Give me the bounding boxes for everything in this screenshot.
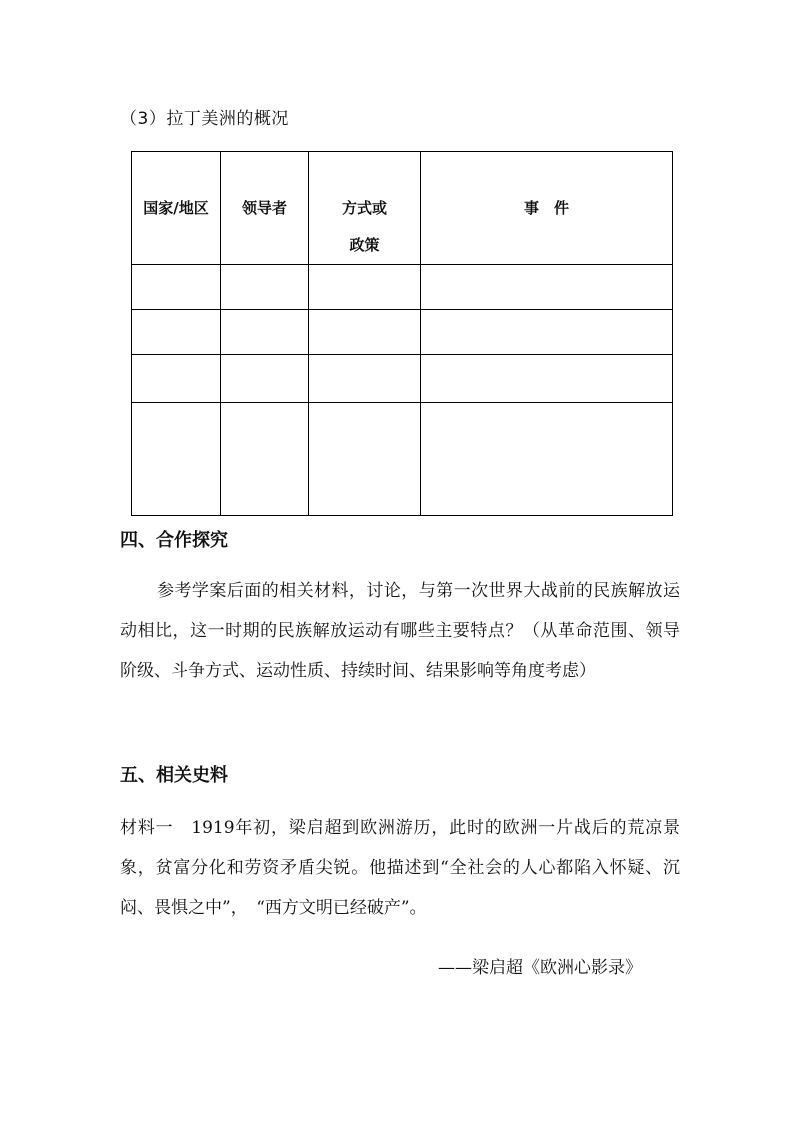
section5-heading: 五、相关史料 — [120, 765, 228, 786]
table-cell[interactable] — [132, 403, 221, 516]
latin-america-heading: （3）拉丁美洲的概况 — [120, 109, 289, 129]
header-method — [309, 152, 421, 265]
table-cell[interactable] — [132, 355, 221, 403]
header-leader: 领导者 — [221, 152, 309, 265]
table-cell[interactable] — [421, 355, 673, 403]
table-cell[interactable] — [421, 310, 673, 355]
table-cell[interactable] — [309, 403, 421, 516]
table-cell[interactable] — [221, 265, 309, 310]
section4-paragraph: 参考学案后面的相关材料，讨论，与第一次世界大战前的民族解放运动相比，这一时期的民族解放运动有哪些主要特点？（从革命范围、领导阶级、斗争方式、运动性质、持续时间、结果影响等角度考虑） — [120, 581, 680, 681]
table-cell[interactable] — [221, 310, 309, 355]
material1-source: ——梁启超《欧洲心影录》 — [438, 958, 642, 978]
table-cell[interactable] — [309, 265, 421, 310]
header-country: 国家/地区 — [132, 152, 221, 265]
table-row — [132, 310, 673, 355]
table-cell[interactable] — [309, 310, 421, 355]
header-method-line1: 方式或 — [341, 199, 387, 217]
table-cell[interactable] — [132, 265, 221, 310]
header-event: 事 件 — [421, 152, 673, 265]
table-cell[interactable] — [221, 355, 309, 403]
table-cell[interactable] — [309, 355, 421, 403]
table-row — [132, 355, 673, 403]
table-cell[interactable] — [421, 265, 673, 310]
latin-america-table — [131, 151, 673, 516]
table-cell[interactable] — [221, 403, 309, 516]
material1-paragraph: 材料一 1919年初，梁启超到欧洲游历，此时的欧洲一片战后的荒凉景象，贫富分化和劳资矛盾尖锐。他描述到“全社会的人心都陷入怀疑、沉闷、畏惧之中”， “西方文明已经破产”。 — [120, 818, 680, 918]
table-row — [132, 265, 673, 310]
section4-heading: 四、合作探究 — [120, 530, 228, 551]
table-header-row — [132, 152, 673, 265]
table-cell[interactable] — [421, 403, 673, 516]
table-cell[interactable] — [132, 310, 221, 355]
header-method-line2: 政策 — [349, 236, 380, 254]
table-row — [132, 403, 673, 516]
